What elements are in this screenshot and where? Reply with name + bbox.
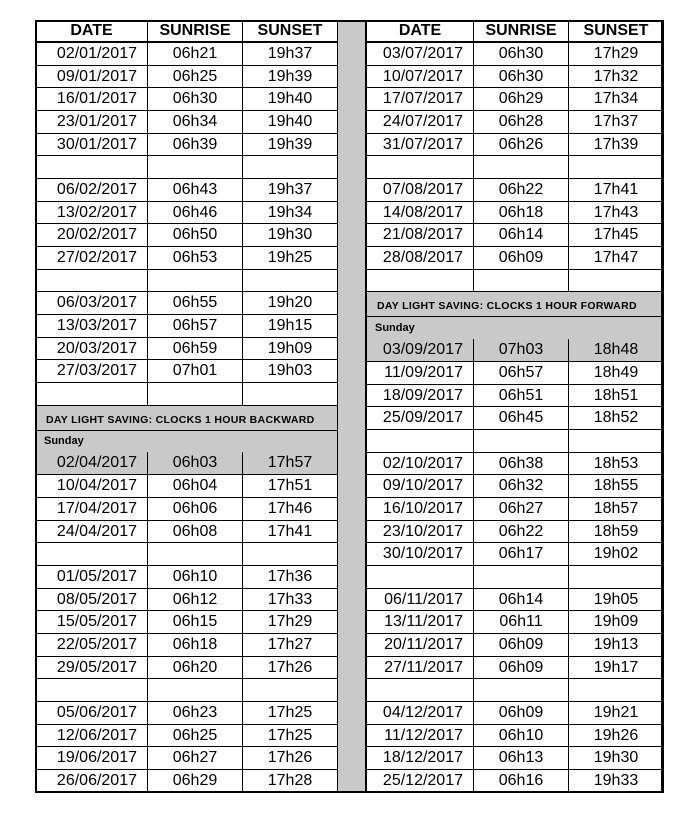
sunrise-cell: 06h09 (474, 656, 569, 679)
header-sunrise: SUNRISE (474, 21, 569, 43)
sunrise-cell: 06h27 (148, 747, 243, 770)
date-cell: 24/04/2017 (36, 520, 148, 543)
date-cell: 27/03/2017 (36, 360, 148, 383)
daylight-saving-note: DAY LIGHT SAVING: CLOCKS 1 HOUR BACKWARD (36, 405, 338, 430)
date-cell: 23/10/2017 (367, 520, 474, 543)
sunrise-cell: 06h14 (474, 588, 569, 611)
sunset-cell: 17h27 (243, 634, 338, 657)
sunset-cell: 19h13 (569, 634, 664, 657)
date-cell: 15/05/2017 (36, 611, 148, 634)
sunrise-cell: 06h08 (148, 520, 243, 543)
date-cell: 29/05/2017 (36, 656, 148, 679)
date-cell: 18/12/2017 (367, 747, 474, 770)
sunrise-cell: 06h03 (148, 452, 243, 475)
sunrise-cell: 06h53 (148, 247, 243, 270)
sunset-cell: 17h39 (569, 133, 664, 156)
sunrise-cell: 06h21 (148, 42, 243, 65)
date-cell: 19/06/2017 (36, 747, 148, 770)
sunrise-cell: 06h22 (474, 520, 569, 543)
sunset-cell: 17h45 (569, 224, 664, 247)
sunrise-cell: 06h51 (474, 384, 569, 407)
header-sunrise: SUNRISE (148, 21, 243, 43)
date-cell: 20/11/2017 (367, 634, 474, 657)
date-cell: 06/11/2017 (367, 588, 474, 611)
sunrise-cell: 06h17 (474, 543, 569, 566)
date-cell: 09/10/2017 (367, 475, 474, 498)
sunset-cell: 19h20 (243, 292, 338, 315)
sunrise-cell: 06h14 (474, 224, 569, 247)
sunset-cell: 18h57 (569, 498, 664, 521)
sunset-cell: 19h30 (569, 747, 664, 770)
sunrise-cell: 06h30 (148, 88, 243, 111)
sunrise-cell: 06h50 (148, 224, 243, 247)
sunrise-cell: 06h18 (474, 201, 569, 224)
sunrise-cell: 06h38 (474, 452, 569, 475)
date-cell: 27/02/2017 (36, 247, 148, 270)
date-cell: 17/07/2017 (367, 88, 474, 111)
sunset-cell: 19h21 (569, 702, 664, 725)
sunrise-cell: 06h25 (148, 65, 243, 88)
sunset-cell: 18h48 (569, 339, 664, 362)
date-cell: 20/02/2017 (36, 224, 148, 247)
sunrise-cell: 06h12 (148, 588, 243, 611)
sunrise-cell: 06h11 (474, 611, 569, 634)
sunset-cell: 19h37 (243, 42, 338, 65)
sunrise-cell: 06h16 (474, 770, 569, 793)
daylight-saving-day: Sunday (36, 430, 338, 452)
sunrise-cell: 06h59 (148, 337, 243, 360)
sunrise-cell: 06h34 (148, 111, 243, 134)
sunrise-cell: 06h22 (474, 179, 569, 202)
sunset-cell: 17h46 (243, 498, 338, 521)
sunset-cell: 19h05 (569, 588, 664, 611)
sunset-cell: 19h26 (569, 724, 664, 747)
sunset-cell: 19h37 (243, 179, 338, 202)
sunset-cell: 18h59 (569, 520, 664, 543)
date-cell: 03/07/2017 (367, 42, 474, 65)
date-cell: 20/03/2017 (36, 337, 148, 360)
sunset-cell: 19h03 (243, 360, 338, 383)
date-cell: 02/01/2017 (36, 42, 148, 65)
sunset-cell: 19h33 (569, 770, 664, 793)
sunrise-cell: 06h29 (148, 770, 243, 793)
sunset-cell: 17h43 (569, 201, 664, 224)
date-cell: 05/06/2017 (36, 702, 148, 725)
date-cell: 06/03/2017 (36, 292, 148, 315)
date-cell: 03/09/2017 (367, 339, 474, 362)
date-cell: 23/01/2017 (36, 111, 148, 134)
sunrise-cell: 06h30 (474, 42, 569, 65)
date-cell: 30/01/2017 (36, 133, 148, 156)
date-cell: 13/02/2017 (36, 201, 148, 224)
date-cell: 07/08/2017 (367, 179, 474, 202)
sunset-cell: 17h26 (243, 747, 338, 770)
date-cell: 16/10/2017 (367, 498, 474, 521)
date-cell: 24/07/2017 (367, 111, 474, 134)
sunset-cell: 18h55 (569, 475, 664, 498)
sunset-cell: 19h09 (243, 337, 338, 360)
date-cell: 13/11/2017 (367, 611, 474, 634)
header-sunset: SUNSET (243, 21, 338, 43)
sunrise-cell: 06h57 (474, 362, 569, 385)
date-cell: 21/08/2017 (367, 224, 474, 247)
sunset-cell: 17h33 (243, 588, 338, 611)
date-cell: 09/01/2017 (36, 65, 148, 88)
sunrise-cell: 06h15 (148, 611, 243, 634)
sunset-cell: 17h25 (243, 702, 338, 725)
date-cell: 16/01/2017 (36, 88, 148, 111)
date-cell: 18/09/2017 (367, 384, 474, 407)
sunset-cell: 17h47 (569, 247, 664, 270)
date-cell: 10/07/2017 (367, 65, 474, 88)
date-cell: 31/07/2017 (367, 133, 474, 156)
daylight-saving-note: DAY LIGHT SAVING: CLOCKS 1 HOUR FORWARD (367, 292, 664, 317)
sunrise-cell: 06h20 (148, 656, 243, 679)
sunrise-cell: 06h09 (474, 634, 569, 657)
date-cell: 13/03/2017 (36, 315, 148, 338)
date-cell: 22/05/2017 (36, 634, 148, 657)
date-cell: 02/10/2017 (367, 452, 474, 475)
sunset-cell: 17h29 (243, 611, 338, 634)
sunrise-cell: 06h30 (474, 65, 569, 88)
sunset-cell: 17h25 (243, 724, 338, 747)
sunset-cell: 17h57 (243, 452, 338, 475)
sunset-cell: 19h02 (569, 543, 664, 566)
sunset-cell: 19h40 (243, 111, 338, 134)
date-cell: 27/11/2017 (367, 656, 474, 679)
sunrise-cell: 07h03 (474, 339, 569, 362)
sunrise-cell: 06h23 (148, 702, 243, 725)
header-date: DATE (367, 21, 474, 43)
sunrise-cell: 06h57 (148, 315, 243, 338)
sunrise-cell: 06h13 (474, 747, 569, 770)
sunrise-cell: 06h28 (474, 111, 569, 134)
date-cell: 11/12/2017 (367, 724, 474, 747)
date-cell: 25/12/2017 (367, 770, 474, 793)
sunrise-cell: 06h10 (474, 724, 569, 747)
sunrise-cell: 06h09 (474, 702, 569, 725)
sunset-cell: 19h15 (243, 315, 338, 338)
sunrise-cell: 06h18 (148, 634, 243, 657)
sunrise-cell: 06h46 (148, 201, 243, 224)
sunset-cell: 19h25 (243, 247, 338, 270)
sunrise-cell: 06h39 (148, 133, 243, 156)
sunrise-cell: 06h04 (148, 475, 243, 498)
date-cell: 12/06/2017 (36, 724, 148, 747)
sunrise-cell: 06h45 (474, 407, 569, 430)
date-cell: 02/04/2017 (36, 452, 148, 475)
date-cell: 08/05/2017 (36, 588, 148, 611)
sunset-cell: 17h41 (569, 179, 664, 202)
date-cell: 14/08/2017 (367, 201, 474, 224)
date-cell: 11/09/2017 (367, 362, 474, 385)
sunset-cell: 17h41 (243, 520, 338, 543)
date-cell: 04/12/2017 (367, 702, 474, 725)
date-cell: 01/05/2017 (36, 566, 148, 589)
sunrise-cell: 06h29 (474, 88, 569, 111)
date-cell: 28/08/2017 (367, 247, 474, 270)
date-cell: 25/09/2017 (367, 407, 474, 430)
sunrise-cell: 07h01 (148, 360, 243, 383)
sunset-cell: 17h26 (243, 656, 338, 679)
sunset-cell: 19h09 (569, 611, 664, 634)
sunrise-cell: 06h43 (148, 179, 243, 202)
sunset-cell: 19h30 (243, 224, 338, 247)
sunset-cell: 19h34 (243, 201, 338, 224)
sunset-cell: 19h39 (243, 65, 338, 88)
date-cell: 17/04/2017 (36, 498, 148, 521)
sunset-cell: 17h34 (569, 88, 664, 111)
sunset-cell: 18h51 (569, 384, 664, 407)
sunrise-cell: 06h25 (148, 724, 243, 747)
sunset-cell: 18h49 (569, 362, 664, 385)
date-cell: 30/10/2017 (367, 543, 474, 566)
sunset-cell: 18h52 (569, 407, 664, 430)
sunset-cell: 17h37 (569, 111, 664, 134)
sunrise-cell: 06h32 (474, 475, 569, 498)
sunset-cell: 19h40 (243, 88, 338, 111)
sunset-cell: 17h51 (243, 475, 338, 498)
header-sunset: SUNSET (569, 21, 664, 43)
sunrise-cell: 06h09 (474, 247, 569, 270)
sunset-cell: 18h53 (569, 452, 664, 475)
sunset-cell: 17h32 (569, 65, 664, 88)
sunrise-cell: 06h55 (148, 292, 243, 315)
sunset-cell: 17h28 (243, 770, 338, 793)
date-cell: 26/06/2017 (36, 770, 148, 793)
date-cell: 06/02/2017 (36, 179, 148, 202)
sunrise-cell: 06h27 (474, 498, 569, 521)
sunrise-cell: 06h26 (474, 133, 569, 156)
sunrise-cell: 06h10 (148, 566, 243, 589)
sunset-cell: 19h17 (569, 656, 664, 679)
daylight-saving-day: Sunday (367, 317, 664, 339)
date-cell: 10/04/2017 (36, 475, 148, 498)
sunrise-cell: 06h06 (148, 498, 243, 521)
table-frame (35, 20, 663, 793)
sunset-cell: 17h29 (569, 42, 664, 65)
header-date: DATE (36, 21, 148, 43)
sunset-cell: 19h39 (243, 133, 338, 156)
sunset-cell: 17h36 (243, 566, 338, 589)
